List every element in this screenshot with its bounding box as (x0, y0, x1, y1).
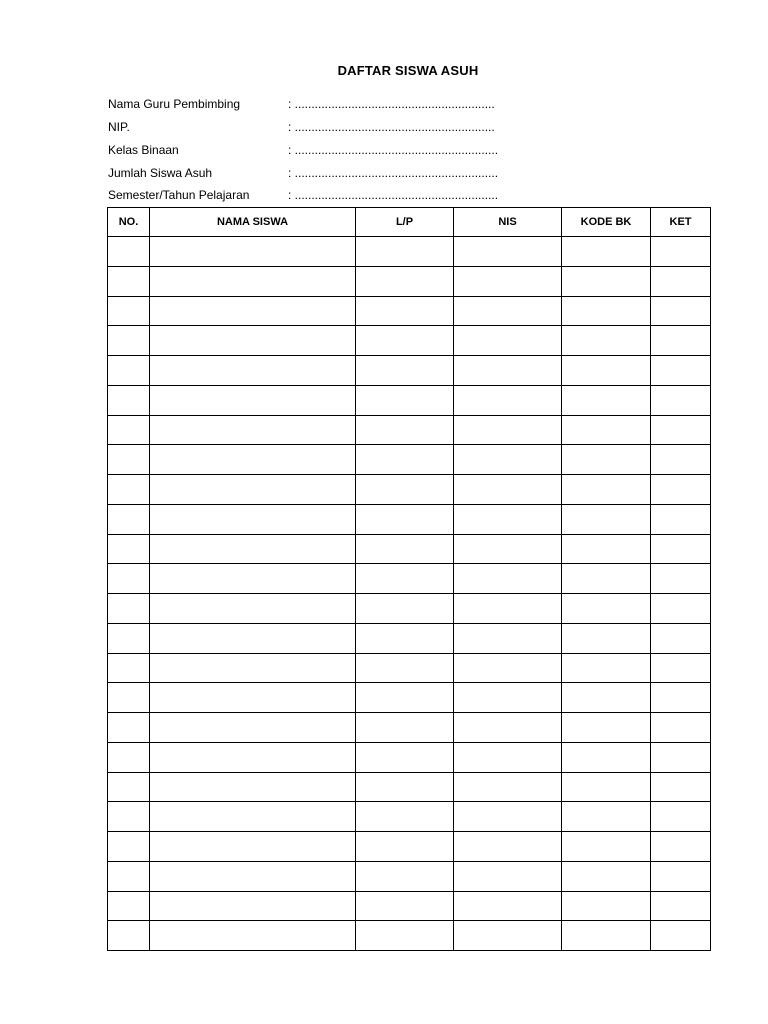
cell-no (108, 415, 150, 445)
cell-ket (651, 653, 711, 683)
cell-lp (356, 356, 454, 386)
cell-ket (651, 564, 711, 594)
cell-nama-siswa (150, 475, 356, 505)
cell-nis (454, 594, 562, 624)
field-jumlah-siswa-asuh (108, 161, 498, 184)
cell-no (108, 653, 150, 683)
cell-nama-siswa (150, 415, 356, 445)
column-header-lp: L/P (356, 208, 454, 237)
table-row (108, 891, 711, 921)
table-row (108, 237, 711, 267)
cell-kode-bk (562, 802, 651, 832)
cell-nama-siswa (150, 653, 356, 683)
table-row (108, 504, 711, 534)
column-header-nama-siswa: NAMA SISWA (150, 208, 356, 237)
cell-no (108, 385, 150, 415)
cell-nis (454, 326, 562, 356)
cell-nama-siswa (150, 356, 356, 386)
cell-ket (651, 326, 711, 356)
cell-no (108, 861, 150, 891)
column-header-nis: NIS (454, 208, 562, 237)
student-table (107, 207, 711, 951)
cell-lp (356, 564, 454, 594)
cell-nis (454, 415, 562, 445)
cell-lp (356, 861, 454, 891)
cell-no (108, 445, 150, 475)
cell-nama-siswa (150, 713, 356, 743)
cell-ket (651, 832, 711, 862)
cell-nama-siswa (150, 296, 356, 326)
cell-nama-siswa (150, 564, 356, 594)
cell-ket (651, 713, 711, 743)
cell-ket (651, 594, 711, 624)
cell-nis (454, 534, 562, 564)
cell-kode-bk (562, 356, 651, 386)
field-nama-guru-pembimbing (108, 93, 498, 116)
cell-kode-bk (562, 385, 651, 415)
cell-nis (454, 921, 562, 951)
column-header-ket: KET (651, 208, 711, 237)
cell-nama-siswa (150, 683, 356, 713)
cell-no (108, 504, 150, 534)
cell-lp (356, 415, 454, 445)
table-row (108, 594, 711, 624)
cell-nis (454, 237, 562, 267)
cell-no (108, 266, 150, 296)
cell-ket (651, 504, 711, 534)
cell-nama-siswa (150, 326, 356, 356)
cell-ket (651, 356, 711, 386)
cell-lp (356, 742, 454, 772)
cell-no (108, 594, 150, 624)
cell-nis (454, 296, 562, 326)
cell-lp (356, 326, 454, 356)
field-label: NIP. (108, 120, 130, 135)
cell-nama-siswa (150, 802, 356, 832)
field-label: Semester/Tahun Pelajaran (108, 188, 250, 203)
cell-nis (454, 713, 562, 743)
cell-lp (356, 713, 454, 743)
cell-kode-bk (562, 713, 651, 743)
table-row (108, 713, 711, 743)
table-row (108, 356, 711, 386)
table-row (108, 296, 711, 326)
cell-kode-bk (562, 832, 651, 862)
cell-ket (651, 683, 711, 713)
cell-nama-siswa (150, 594, 356, 624)
cell-nama-siswa (150, 266, 356, 296)
cell-lp (356, 594, 454, 624)
cell-nis (454, 832, 562, 862)
cell-no (108, 623, 150, 653)
cell-ket (651, 415, 711, 445)
cell-kode-bk (562, 534, 651, 564)
cell-nis (454, 683, 562, 713)
cell-kode-bk (562, 594, 651, 624)
table-row (108, 326, 711, 356)
cell-nis (454, 891, 562, 921)
document-title: DAFTAR SISWA ASUH (337, 63, 479, 78)
cell-kode-bk (562, 891, 651, 921)
field-kelas-binaan (108, 139, 498, 162)
cell-nis (454, 504, 562, 534)
table-row (108, 534, 711, 564)
cell-nis (454, 772, 562, 802)
cell-lp (356, 475, 454, 505)
cell-ket (651, 266, 711, 296)
cell-kode-bk (562, 683, 651, 713)
cell-no (108, 802, 150, 832)
cell-no (108, 921, 150, 951)
cell-ket (651, 534, 711, 564)
cell-kode-bk (562, 564, 651, 594)
cell-lp (356, 772, 454, 802)
cell-lp (356, 921, 454, 951)
cell-no (108, 683, 150, 713)
cell-lp (356, 385, 454, 415)
cell-ket (651, 891, 711, 921)
cell-ket (651, 921, 711, 951)
header-fields (108, 93, 498, 207)
cell-lp (356, 504, 454, 534)
cell-nis (454, 802, 562, 832)
cell-no (108, 713, 150, 743)
cell-lp (356, 891, 454, 921)
cell-nis (454, 861, 562, 891)
cell-lp (356, 653, 454, 683)
cell-kode-bk (562, 296, 651, 326)
table-row (108, 861, 711, 891)
table-row (108, 385, 711, 415)
cell-kode-bk (562, 921, 651, 951)
table-body (108, 237, 711, 951)
cell-kode-bk (562, 504, 651, 534)
cell-kode-bk (562, 742, 651, 772)
field-value: : ............................................................. (288, 188, 499, 203)
cell-no (108, 891, 150, 921)
cell-lp (356, 296, 454, 326)
cell-kode-bk (562, 653, 651, 683)
table-row (108, 564, 711, 594)
cell-nama-siswa (150, 861, 356, 891)
cell-kode-bk (562, 237, 651, 267)
cell-ket (651, 861, 711, 891)
cell-nis (454, 475, 562, 505)
cell-no (108, 742, 150, 772)
cell-nis (454, 564, 562, 594)
cell-lp (356, 683, 454, 713)
table-row (108, 415, 711, 445)
cell-no (108, 772, 150, 802)
cell-kode-bk (562, 415, 651, 445)
cell-ket (651, 475, 711, 505)
cell-lp (356, 445, 454, 475)
cell-nama-siswa (150, 891, 356, 921)
cell-no (108, 475, 150, 505)
cell-lp (356, 534, 454, 564)
cell-no (108, 237, 150, 267)
table-row (108, 921, 711, 951)
cell-nis (454, 742, 562, 772)
cell-ket (651, 237, 711, 267)
cell-kode-bk (562, 623, 651, 653)
cell-no (108, 326, 150, 356)
cell-nis (454, 653, 562, 683)
table-row (108, 623, 711, 653)
column-header-kode-bk: KODE BK (562, 208, 651, 237)
table-row (108, 266, 711, 296)
cell-nis (454, 266, 562, 296)
table-row (108, 832, 711, 862)
cell-ket (651, 445, 711, 475)
cell-no (108, 534, 150, 564)
cell-nama-siswa (150, 623, 356, 653)
cell-kode-bk (562, 475, 651, 505)
cell-nama-siswa (150, 504, 356, 534)
cell-ket (651, 385, 711, 415)
cell-ket (651, 802, 711, 832)
cell-nis (454, 356, 562, 386)
table-row (108, 445, 711, 475)
cell-kode-bk (562, 861, 651, 891)
table-row (108, 653, 711, 683)
table-row (108, 475, 711, 505)
cell-no (108, 832, 150, 862)
cell-nama-siswa (150, 445, 356, 475)
cell-kode-bk (562, 445, 651, 475)
cell-nama-siswa (150, 534, 356, 564)
cell-no (108, 296, 150, 326)
cell-kode-bk (562, 772, 651, 802)
cell-nis (454, 623, 562, 653)
cell-nama-siswa (150, 921, 356, 951)
cell-lp (356, 266, 454, 296)
field-value: : ............................................................. (288, 142, 499, 157)
table-row (108, 772, 711, 802)
cell-nama-siswa (150, 832, 356, 862)
field-value: : ............................................................ (288, 97, 495, 112)
cell-nama-siswa (150, 772, 356, 802)
cell-lp (356, 832, 454, 862)
field-value: : ............................................................. (288, 165, 499, 180)
cell-no (108, 356, 150, 386)
field-value: : ............................................................ (288, 120, 495, 135)
table-row (108, 742, 711, 772)
cell-lp (356, 237, 454, 267)
cell-ket (651, 742, 711, 772)
table-header-row (108, 208, 711, 237)
cell-kode-bk (562, 266, 651, 296)
table-row (108, 683, 711, 713)
column-header-no: NO. (108, 208, 150, 237)
field-label: Jumlah Siswa Asuh (108, 165, 213, 180)
cell-ket (651, 772, 711, 802)
field-label: Kelas Binaan (108, 142, 179, 157)
table-row (108, 802, 711, 832)
field-nip (108, 116, 498, 139)
cell-nama-siswa (150, 742, 356, 772)
cell-nama-siswa (150, 385, 356, 415)
cell-lp (356, 802, 454, 832)
cell-ket (651, 296, 711, 326)
cell-nis (454, 385, 562, 415)
cell-ket (651, 623, 711, 653)
cell-nama-siswa (150, 237, 356, 267)
cell-lp (356, 623, 454, 653)
field-semester-tahun-pelajaran (108, 184, 498, 207)
cell-nis (454, 445, 562, 475)
field-label: Nama Guru Pembimbing (108, 97, 241, 112)
cell-no (108, 564, 150, 594)
cell-kode-bk (562, 326, 651, 356)
